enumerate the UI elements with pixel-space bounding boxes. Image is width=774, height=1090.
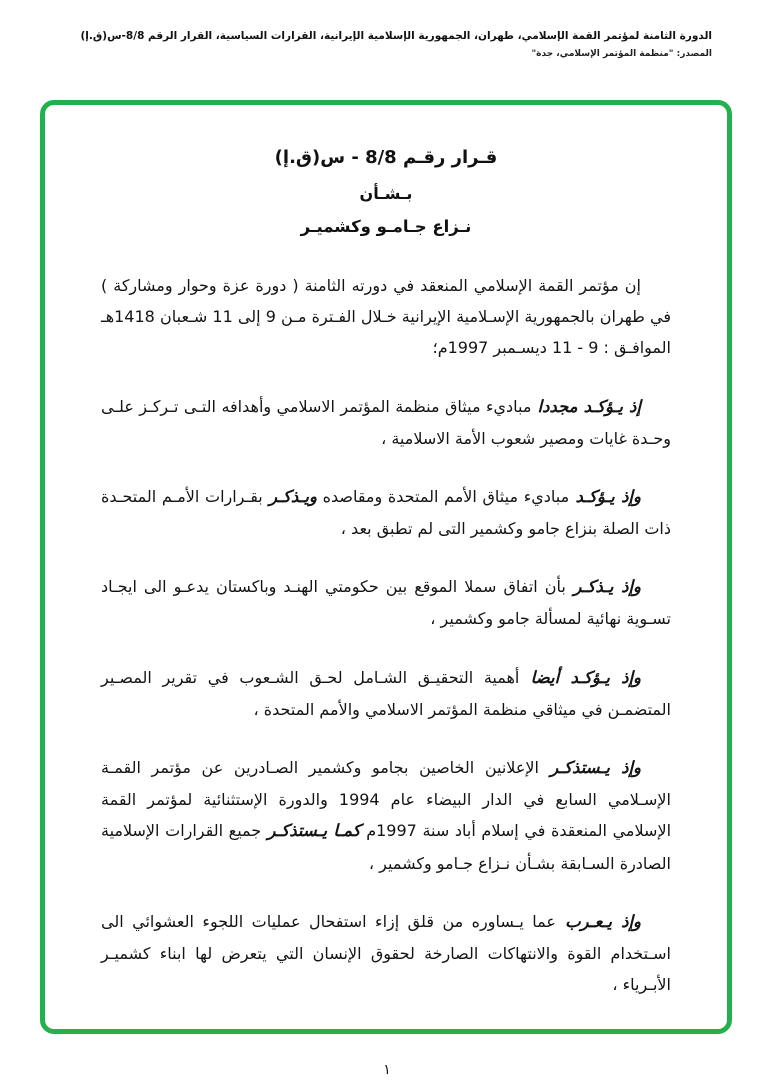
paragraph-lead-phrase: وإذ يـذكـر	[565, 577, 641, 597]
paragraph-text: عما يـساوره من قلق إزاء استفحال عمليات اللجوء العشوائي الى اسـتخدام القوة والانتهاكات الصارخة لحقوق الإنسان التي يتعرض لها ابناء كشميـر الأبـرياء ،	[101, 911, 671, 995]
paragraph-lead-phrase: وإذ يـستذكـر	[538, 758, 642, 777]
page-header	[40, 30, 712, 59]
resolution-subject-label: بـشـأن	[359, 184, 413, 203]
paragraph-lead-phrase: وإذ يـؤكـد أيضا	[519, 667, 641, 687]
resolution-title: قـرار رقـم 8/8 - س(ق.إ)	[274, 147, 498, 168]
header-source	[40, 49, 712, 59]
paragraph-lead-phrase: ويـذكـر	[262, 486, 317, 506]
resolution-paragraph	[101, 481, 671, 544]
paragraph-lead-phrase: وإذ يـعـرب	[555, 911, 642, 931]
paragraph-text: مباديء ميثاق الأمم المتحدة ومقاصده	[316, 486, 570, 506]
resolution-paragraph	[101, 270, 671, 364]
paragraph-lead-phrase: وإذ يـؤكـد	[569, 486, 641, 506]
paragraph-text: جميع القرارات الإسلامية الصادرة السـابقة بشـأن نـزاع جـامو وكشمير ،	[101, 821, 671, 873]
paragraph-lead-phrase: كمـا يـستذكـر	[261, 821, 361, 841]
paragraph-text: بقـرارات الأمـم المتحـدة ذات الصلة بنزاع جامو وكشمير التى لم تطبق بعد ،	[101, 486, 671, 539]
resolution-paragraph	[101, 391, 671, 454]
resolution-paragraph	[101, 906, 671, 1001]
resolution-paragraph	[101, 571, 671, 634]
page-number: ١	[383, 1062, 391, 1078]
paragraph-text: مباديء ميثاق منظمة المؤتمر الاسلامي وأهدافه التـى تـركـز علـى وحـدة غايات ومصير شعوب الأمة الاسلامية ،	[101, 396, 671, 448]
header-citation: الدورة الثامنة لمؤتمر القمة الإسلامي، طهران، الجمهورية الإسلامية الإيرانية، القرارات السياسية، القرار الرقم 8/8-س(ق.إ)	[80, 30, 712, 42]
paragraph-text: الإعلانين الخاصين بجامو وكشمير الصـادرين عن مؤتمر القمـة الإسـلامي السابع في الدار البيضاء عام 1994 والدورة الإستثنائية لمؤتمر القمة الإسلامي المنعقدة في إسلام أباد سنة 1997م	[101, 758, 672, 841]
paragraph-text: أهمية التحقيـق الشـامل لحـق الشـعوب في تقرير المصـير المتضمـن في ميثاقي منظمة المؤتمر الاسلامي والأمم المتحدة ،	[101, 667, 671, 719]
document-frame	[40, 100, 732, 1034]
paragraph-text: بأن اتفاق سملا الموقع بين حكومتي الهنـد وباكستان يدعـو الى ايجـاد تسـوية نهائية لمسألة جامو وكشمير ،	[101, 577, 671, 629]
paragraph-text: إن مؤتمر القمة الإسلامي المنعقد في دورته الثامنة ( دورة عزة وحوار ومشاركة ) في طهران بالجمهورية الإسـلامية الإيرانية خـلال الفـترة مـن 9 إلى 11 شـعبان 1418هـ الموافـق : 9 - 11 ديسـمبر 1997م؛	[101, 276, 672, 358]
paragraph-lead-phrase: إذ يـؤكـد مجددا	[531, 396, 641, 416]
header-source-label: المصدر:	[676, 49, 712, 59]
header-source-value: "منظمة المؤتمر الإسلامي، جدة"	[531, 49, 674, 59]
resolution-paragraph	[101, 752, 671, 879]
resolution-paragraph	[101, 662, 671, 725]
resolution-subject: نـزاع جـامـو وكشميـر	[300, 217, 472, 236]
resolution-body	[101, 270, 671, 1000]
